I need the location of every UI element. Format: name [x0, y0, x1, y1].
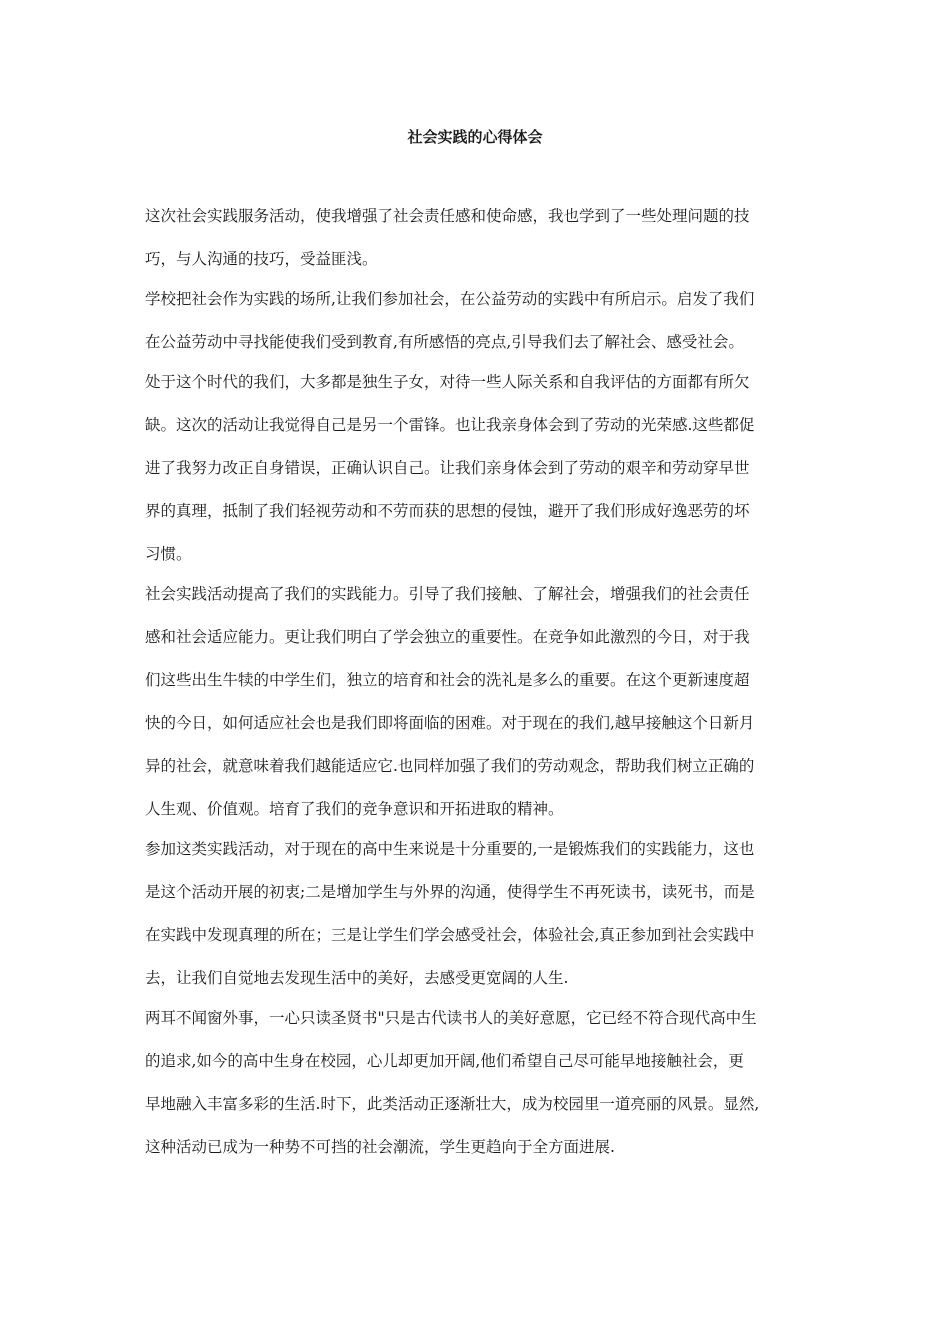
paragraph-line: 在公益劳动中寻找能使我们受到教育,有所感悟的亮点,引导我们去了解社会、感受社会。: [145, 333, 744, 351]
document-title: 社会实践的心得体会: [407, 128, 543, 146]
paragraph-line: 快的今日，如何适应社会也是我们即将面临的困难。对于现在的我们,越早接触这个日新月: [145, 714, 755, 732]
paragraph-line: 两耳不闻窗外事，一心只读圣贤书"只是古代读书人的美好意愿，它已经不符合现代高中生: [145, 1009, 757, 1027]
paragraph-line: 这次社会实践服务活动，使我增强了社会责任感和使命感，我也学到了一些处理问题的技: [145, 207, 750, 225]
paragraph-line: 在实践中发现真理的所在；三是让学生们学会感受社会，体验社会,真正参加到社会实践中: [145, 926, 755, 944]
paragraph: [145, 1007, 825, 1176]
paragraph: [145, 205, 825, 288]
paragraph-line: 参加这类实践活动，对于现在的高中生来说是十分重要的,一是锻炼我们的实践能力，这也: [145, 840, 755, 858]
paragraph-line: 缺。这次的活动让我觉得自己是另一个雷锋。也让我亲身体会到了劳动的光荣感.这些都促: [145, 416, 755, 434]
paragraph-line: 们这些出生牛犊的中学生们，独立的培育和社会的洗礼是多么的重要。在这个更新速度超: [145, 671, 750, 689]
paragraph-line: 的追求,如今的高中生身在校园，心儿却更加开阔,他们希望自己尽可能早地接触社会，更: [145, 1052, 744, 1070]
paragraph-line: 是这个活动开展的初衷;二是增加学生与外界的沟通，使得学生不再死读书，读死书，而是: [145, 883, 755, 901]
paragraph-line: 进了我努力改正自身错误，正确认识自己。让我们亲身体会到了劳动的艰辛和劳动穿早世: [145, 459, 750, 477]
paragraph: [145, 288, 825, 371]
paragraph-line: 早地融入丰富多彩的生活.时下，此类活动正逐渐壮大，成为校园里一道亮丽的风景。显然,: [145, 1095, 760, 1113]
paragraph-line: 感和社会适应能力。更让我们明白了学会独立的重要性。在竞争如此激烈的今日，对于我: [145, 628, 750, 646]
paragraph-line: 去，让我们自觉地去发现生活中的美好，去感受更宽阔的人生.: [145, 969, 569, 987]
paragraph-line: 人生观、价值观。培育了我们的竞争意识和开拓进取的精神。: [145, 800, 564, 818]
paragraph-line: 处于这个时代的我们，大多都是独生子女，对待一些人际关系和自我评估的方面都有所欠: [145, 373, 750, 391]
paragraph-line: 异的社会，就意味着我们越能适应它.也同样加强了我们的劳动观念，帮助我们树立正确的: [145, 757, 755, 775]
paragraph-line: 巧，与人沟通的技巧，受益匪浅。: [145, 250, 378, 268]
paragraph: [145, 371, 825, 583]
paragraph-line: 学校把社会作为实践的场所,让我们参加社会，在公益劳动的实践中有所启示。启发了我们: [145, 290, 755, 308]
document-body: [145, 205, 825, 1176]
paragraph-line: 界的真理，抵制了我们轻视劳动和不劳而获的思想的侵蚀，避开了我们形成好逸恶劳的坏: [145, 502, 750, 520]
paragraph: [145, 583, 825, 838]
paragraph: [145, 838, 825, 1007]
paragraph-line: 这种活动已成为一种势不可挡的社会潮流，学生更趋向于全方面进展.: [145, 1138, 615, 1156]
paragraph-line: 习惯。: [145, 545, 192, 563]
paragraph-line: 社会实践活动提高了我们的实践能力。引导了我们接触、了解社会，增强我们的社会责任: [145, 585, 750, 603]
